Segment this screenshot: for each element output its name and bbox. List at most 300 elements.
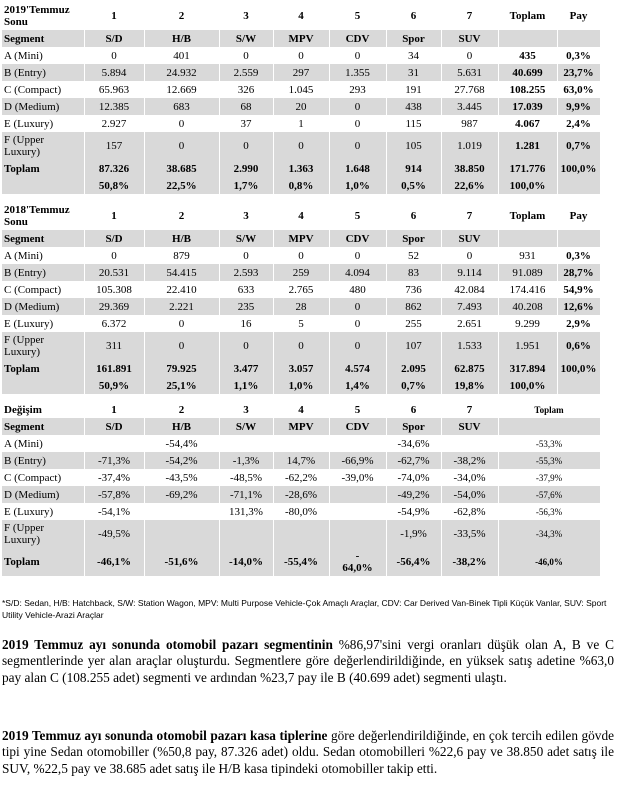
subheader-row-cell: CDV [329,418,386,435]
data-row-cell [144,503,219,520]
share-row-cell [557,377,600,394]
data-row-cell: 1.045 [273,81,329,98]
data-row-cell: 17.039 [498,98,557,115]
data-row-cell: 2.651 [441,315,498,332]
data-row-cell: 1.533 [441,332,498,360]
total-row-cell: 100,0% [557,160,600,177]
data-row-cell: -74,0% [386,469,441,486]
data-row-cell: D (Medium) [2,98,84,115]
total-row-cell: 38.685 [144,160,219,177]
share-row-cell: 25,1% [144,377,219,394]
subheader-row-cell: SUV [441,418,498,435]
subheader-row [2,418,600,435]
data-row-cell: 9.299 [498,315,557,332]
data-row-cell: 29.369 [84,298,144,315]
data-row-cell: 3.445 [441,98,498,115]
data-row-cell: -57,8% [84,486,144,503]
data-row-cell: 0 [219,132,273,160]
data-row-cell: -54,1% [84,503,144,520]
data-row-cell: 12.385 [84,98,144,115]
header-row [2,202,600,230]
total-row-cell: 87.326 [84,160,144,177]
data-row-cell: 235 [219,298,273,315]
data-row-cell: -37,9% [498,469,600,486]
total-row-cell: 79.925 [144,360,219,377]
data-row [2,332,600,360]
data-row-cell: 0 [441,247,498,264]
total-row-cell: Toplam [2,360,84,377]
header-row-cell: 2 [144,2,219,30]
data-row [2,132,600,160]
data-row-cell: 42.084 [441,281,498,298]
data-row-cell: C (Compact) [2,281,84,298]
data-row-cell: 435 [498,47,557,64]
data-row-cell: 108.255 [498,81,557,98]
data-row-cell [329,503,386,520]
header-row-cell: Toplam [498,202,557,230]
data-row-cell: 879 [144,247,219,264]
data-row [2,452,600,469]
data-row-cell: C (Compact) [2,81,84,98]
data-row-cell: -66,9% [329,452,386,469]
table-change [2,401,601,576]
paragraph-segment [2,637,614,686]
data-row-cell: 107 [386,332,441,360]
data-row-cell: 63,0% [557,81,600,98]
subheader-row-cell: SUV [441,230,498,247]
data-row-cell: 91.089 [498,264,557,281]
total-row-cell: 2.990 [219,160,273,177]
total-row [2,160,600,177]
data-row-cell: F (Upper Luxury) [2,132,84,160]
data-row-cell: 1.951 [498,332,557,360]
paragraph-body-type-text: göre değerlendirildiğinde, en çok tercih edilen gövde tipi yine Sedan otomobiller (%50,8 pay, 87.326 adet) oldu. Sedan otomobilleri %22,6 pay ve 38.850 adet satış ile SUV, %22,5 pay ve 38.685 adet satış ile H/B kasa tipindeki otomobiller takip etti. [2,728,614,776]
data-row-cell: 7.493 [441,298,498,315]
data-row-cell: -38,2% [441,452,498,469]
data-row-cell: 16 [219,315,273,332]
data-row [2,520,600,548]
data-row-cell: -49,2% [386,486,441,503]
data-row-cell [441,435,498,452]
data-row-cell: -54,2% [144,452,219,469]
data-row-cell: 54,9% [557,281,600,298]
header-row-cell: 6 [386,2,441,30]
data-row-cell: -48,5% [219,469,273,486]
data-row-cell: 5.631 [441,64,498,81]
data-row-cell: 23,7% [557,64,600,81]
subheader-row-cell: S/D [84,230,144,247]
header-row-cell: Toplam [498,401,600,418]
data-row-cell: 0,7% [557,132,600,160]
subheader-row-cell: S/W [219,30,273,47]
header-row-cell: 4 [273,401,329,418]
subheader-row-cell [498,30,557,47]
header-row-cell: 5 [329,202,386,230]
total-row-cell: 914 [386,160,441,177]
data-row-cell: 0 [329,315,386,332]
data-row-cell: -37,4% [84,469,144,486]
share-row-cell: 1,4% [329,377,386,394]
total-row-cell: 100,0% [557,360,600,377]
data-row-cell [144,520,219,548]
data-row-cell: 105 [386,132,441,160]
total-row-cell: -46,1% [84,548,144,576]
data-row-cell: 22.410 [144,281,219,298]
data-row-cell: -34,3% [498,520,600,548]
data-row-cell: 115 [386,115,441,132]
data-row-cell: E (Luxury) [2,315,84,332]
share-row-cell: 1,0% [329,177,386,194]
data-row-cell: B (Entry) [2,264,84,281]
data-row-cell: C (Compact) [2,469,84,486]
data-row [2,247,600,264]
subheader-row-cell: Spor [386,418,441,435]
data-row-cell: 401 [144,47,219,64]
data-row-cell: 1.355 [329,64,386,81]
data-row-cell: 0 [329,132,386,160]
data-row-cell: 480 [329,281,386,298]
data-row-cell [219,435,273,452]
total-row-cell: 161.891 [84,360,144,377]
header-row-cell: 4 [273,2,329,30]
data-row-cell: 12.669 [144,81,219,98]
header-row [2,2,600,30]
subheader-row-cell [557,30,600,47]
data-row-cell: 255 [386,315,441,332]
subheader-row-cell [557,230,600,247]
share-row-cell: 19,8% [441,377,498,394]
total-row-cell: 62.875 [441,360,498,377]
header-row-cell: 2018'Temmuz Sonu [2,202,84,230]
total-row [2,548,600,576]
data-row-cell: 0 [219,332,273,360]
data-row-cell: 40.208 [498,298,557,315]
data-row-cell: 0 [273,132,329,160]
data-row-cell: -43,5% [144,469,219,486]
data-row-cell: 0 [329,47,386,64]
data-row-cell: B (Entry) [2,452,84,469]
subheader-row-cell: SUV [441,30,498,47]
data-row-cell: 0 [329,98,386,115]
header-row [2,401,600,418]
header-row-cell: 2 [144,401,219,418]
data-row-cell: -62,7% [386,452,441,469]
data-row-cell: 40.699 [498,64,557,81]
share-row-cell [2,177,84,194]
data-row-cell: 28,7% [557,264,600,281]
data-row-cell: 259 [273,264,329,281]
data-row-cell: 2.765 [273,281,329,298]
data-row [2,281,600,298]
data-row-cell: -28,6% [273,486,329,503]
data-row-cell: 20.531 [84,264,144,281]
share-row-cell: 22,5% [144,177,219,194]
share-row-cell: 22,6% [441,177,498,194]
total-row-cell: 4.574 [329,360,386,377]
subheader-row-cell: Segment [2,418,84,435]
data-row-cell: 34 [386,47,441,64]
data-row-cell: 0 [144,115,219,132]
data-row-cell: -53,3% [498,435,600,452]
data-row-cell: E (Luxury) [2,503,84,520]
data-row-cell: 9,9% [557,98,600,115]
subheader-row-cell: MPV [273,30,329,47]
data-row-cell: 862 [386,298,441,315]
data-row-cell: -62,2% [273,469,329,486]
header-row-cell: 4 [273,202,329,230]
data-row-cell: 157 [84,132,144,160]
total-row-cell: -55,4% [273,548,329,576]
subheader-row-cell: S/D [84,30,144,47]
data-row-cell: A (Mini) [2,247,84,264]
data-row-cell [273,435,329,452]
total-row-cell: -14,0% [219,548,273,576]
total-row-cell: - 64,0% [329,548,386,576]
data-row-cell: 4.067 [498,115,557,132]
data-row-cell: -1,9% [386,520,441,548]
data-row-cell: 31 [386,64,441,81]
data-row-cell: 438 [386,98,441,115]
data-row-cell: 2.593 [219,264,273,281]
data-row [2,486,600,503]
subheader-row-cell: CDV [329,30,386,47]
data-row-cell: 37 [219,115,273,132]
total-row-cell: 317.894 [498,360,557,377]
header-row-cell: 1 [84,2,144,30]
data-row-cell: 1.281 [498,132,557,160]
data-row [2,47,600,64]
header-row-cell: 6 [386,401,441,418]
share-row-cell [557,177,600,194]
data-row-cell: 24.932 [144,64,219,81]
data-row-cell: 2.927 [84,115,144,132]
header-row-cell: Pay [557,2,600,30]
data-row-cell: 0,6% [557,332,600,360]
data-row [2,98,600,115]
data-row-cell: F (Upper Luxury) [2,520,84,548]
header-row-cell: 3 [219,401,273,418]
data-row-cell: B (Entry) [2,64,84,81]
share-row-cell: 0,8% [273,177,329,194]
data-row-cell: 191 [386,81,441,98]
data-row-cell: 311 [84,332,144,360]
subheader-row-cell [498,230,557,247]
data-row-cell: 65.963 [84,81,144,98]
data-row-cell: 28 [273,298,329,315]
header-row-cell: 2 [144,202,219,230]
data-row-cell: D (Medium) [2,486,84,503]
data-row-cell: 0 [84,247,144,264]
subheader-row-cell: H/B [144,418,219,435]
share-row [2,377,600,394]
data-row-cell: D (Medium) [2,298,84,315]
header-row-cell: Değişim [2,401,84,418]
data-row-cell: -71,1% [219,486,273,503]
data-row-cell: -1,3% [219,452,273,469]
data-row-cell: -57,6% [498,486,600,503]
data-row [2,435,600,452]
total-row [2,360,600,377]
data-row-cell: 683 [144,98,219,115]
data-row-cell: F (Upper Luxury) [2,332,84,360]
data-row-cell: 0 [144,315,219,332]
total-row-cell: -56,4% [386,548,441,576]
header-row-cell: 7 [441,401,498,418]
data-row-cell: 14,7% [273,452,329,469]
data-row-cell: -54,9% [386,503,441,520]
subheader-row-cell: H/B [144,230,219,247]
data-row-cell: -54,0% [441,486,498,503]
data-row-cell: 54.415 [144,264,219,281]
subheader-row [2,30,600,47]
data-row-cell: A (Mini) [2,47,84,64]
data-row-cell: 0 [84,47,144,64]
header-row-cell: 7 [441,2,498,30]
data-row-cell: 5 [273,315,329,332]
subheader-row-cell: Spor [386,230,441,247]
data-row [2,503,600,520]
subheader-row-cell: Segment [2,230,84,247]
header-row-cell: 1 [84,202,144,230]
table-2018-july [2,202,601,394]
header-row-cell: 6 [386,202,441,230]
data-row-cell: 2,4% [557,115,600,132]
data-row-cell [273,520,329,548]
data-row-cell: E (Luxury) [2,115,84,132]
total-row-cell: Toplam [2,548,84,576]
header-row-cell: 3 [219,202,273,230]
data-row-cell: 987 [441,115,498,132]
data-row-cell: 0 [329,332,386,360]
data-row-cell: 174.416 [498,281,557,298]
data-row-cell: 105.308 [84,281,144,298]
data-row-cell: 0 [273,47,329,64]
total-row-cell: 3.057 [273,360,329,377]
data-row-cell: 52 [386,247,441,264]
data-row-cell: 20 [273,98,329,115]
data-row [2,315,600,332]
data-row-cell: 0 [144,332,219,360]
header-row-cell: 7 [441,202,498,230]
header-row-cell: 1 [84,401,144,418]
data-row-cell: 4.094 [329,264,386,281]
total-row-cell: 1.363 [273,160,329,177]
total-row-cell: 2.095 [386,360,441,377]
data-row-cell: 1.019 [441,132,498,160]
data-row-cell: 2.221 [144,298,219,315]
total-row-cell: 1.648 [329,160,386,177]
subheader-row-cell [498,418,600,435]
data-row-cell: 1 [273,115,329,132]
data-row-cell: -55,3% [498,452,600,469]
data-row-cell: 6.372 [84,315,144,332]
share-row-cell: 1,7% [219,177,273,194]
data-row-cell: -71,3% [84,452,144,469]
share-row-cell: 1,1% [219,377,273,394]
subheader-row-cell: MPV [273,418,329,435]
header-row-cell: Toplam [498,2,557,30]
data-row-cell: 2,9% [557,315,600,332]
data-row-cell: 931 [498,247,557,264]
total-row-cell: -46,0% [498,548,600,576]
data-row-cell: 736 [386,281,441,298]
table-2019-july [2,2,601,194]
header-row-cell: Pay [557,202,600,230]
total-row-cell: 171.776 [498,160,557,177]
data-row-cell: 0 [329,298,386,315]
data-row-cell: 326 [219,81,273,98]
data-row-cell: 293 [329,81,386,98]
data-row-cell: 68 [219,98,273,115]
total-row-cell: -51,6% [144,548,219,576]
data-row-cell [219,520,273,548]
data-row-cell: 0 [329,247,386,264]
data-row-cell: 131,3% [219,503,273,520]
header-row-cell: 2019'Temmuz Sonu [2,2,84,30]
data-row-cell: 0 [219,47,273,64]
data-row [2,81,600,98]
paragraph-segment-bold: 2019 Temmuz ayı sonunda otomobil pazarı segmentinin [2,637,333,652]
footnote: *S/D: Sedan, H/B: Hatchback, S/W: Station Wagon, MPV: Multi Purpose Vehicle-Çok Amaçlı Araçlar, CDV: Car Derived Van-Binek Tipli Küçük Vanlar, SUV: Sport Utility Vehicle-Arazi Araçlar [2,598,607,620]
data-row-cell: -33,5% [441,520,498,548]
data-row-cell: 297 [273,64,329,81]
data-row-cell: -56,3% [498,503,600,520]
data-row [2,264,600,281]
header-row-cell: 5 [329,2,386,30]
share-row-cell: 50,8% [84,177,144,194]
data-row-cell: 27.768 [441,81,498,98]
data-row-cell: 0,3% [557,247,600,264]
data-row-cell: 0,3% [557,47,600,64]
subheader-row-cell: S/W [219,230,273,247]
share-row-cell: 0,5% [386,177,441,194]
data-row-cell [329,435,386,452]
data-row-cell: 9.114 [441,264,498,281]
data-row-cell: A (Mini) [2,435,84,452]
total-row-cell: 38.850 [441,160,498,177]
subheader-row-cell: Spor [386,30,441,47]
data-row-cell: 0 [273,332,329,360]
total-row-cell: Toplam [2,160,84,177]
paragraph-body-type [2,728,614,777]
data-row-cell: 0 [219,247,273,264]
data-row-cell: 12,6% [557,298,600,315]
data-row [2,115,600,132]
data-row-cell: 5.894 [84,64,144,81]
share-row-cell: 1,0% [273,377,329,394]
data-row-cell [329,486,386,503]
share-row-cell: 0,7% [386,377,441,394]
data-row-cell: -34,0% [441,469,498,486]
data-row [2,64,600,81]
share-row-cell: 100,0% [498,177,557,194]
data-row-cell: 83 [386,264,441,281]
share-row-cell: 50,9% [84,377,144,394]
header-row-cell: 5 [329,401,386,418]
data-row-cell: -69,2% [144,486,219,503]
data-row-cell: 0 [273,247,329,264]
subheader-row [2,230,600,247]
data-row-cell: 0 [144,132,219,160]
data-row [2,298,600,315]
subheader-row-cell: MPV [273,230,329,247]
subheader-row-cell: S/W [219,418,273,435]
subheader-row-cell: S/D [84,418,144,435]
data-row-cell: -49,5% [84,520,144,548]
data-row [2,469,600,486]
share-row-cell [2,377,84,394]
share-row-cell: 100,0% [498,377,557,394]
